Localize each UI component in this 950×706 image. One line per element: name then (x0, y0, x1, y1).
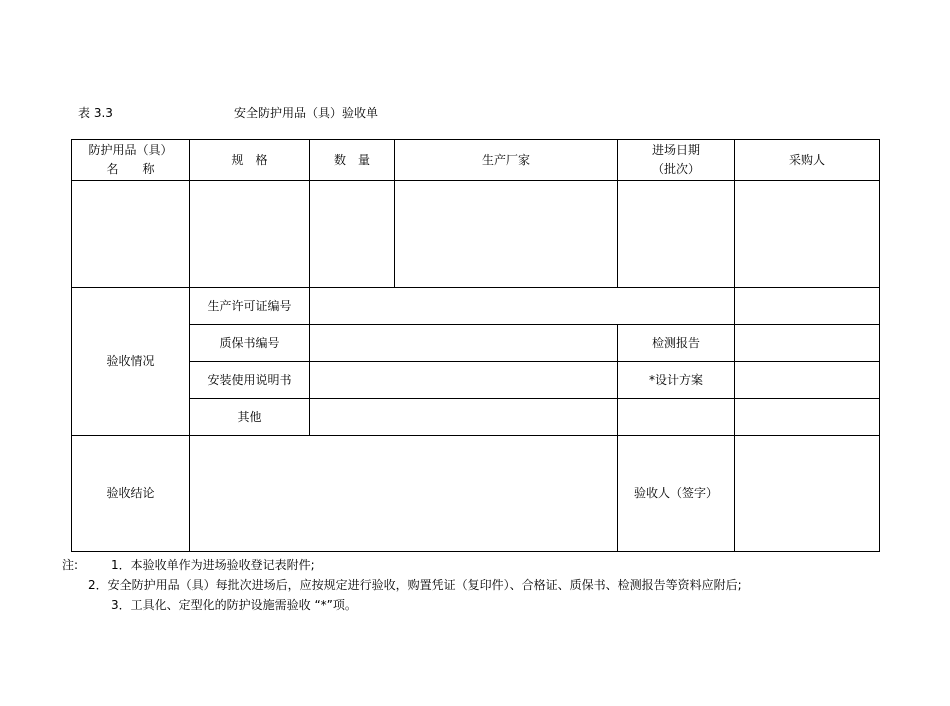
table-number: 表 3.3 (78, 106, 113, 120)
note-item-1: 1．本验收单作为进场验收登记表附件; (111, 558, 315, 572)
label-other: 其他 (190, 399, 310, 436)
label-license-no: 生产许可证编号 (190, 288, 310, 325)
header-product-name-line1: 防护用品（具） (88, 143, 173, 157)
header-entry-date-line2: （批次） (651, 162, 700, 176)
acceptance-form-table (71, 139, 880, 552)
cell-design-plan[interactable] (735, 362, 880, 399)
note-item-3: 3．工具化、定型化的防护设施需验收 “*”项。 (111, 598, 357, 612)
label-warranty-no: 质保书编号 (190, 325, 310, 362)
cell-other-value[interactable] (735, 399, 880, 436)
cell-other[interactable] (310, 399, 618, 436)
header-product-name-line2: 名 称 (106, 162, 155, 176)
header-quantity: 数 量 (310, 140, 395, 181)
label-test-report: 检测报告 (618, 325, 735, 362)
cell-install-manual[interactable] (310, 362, 618, 399)
cell-purchaser[interactable] (735, 181, 880, 288)
note-item-2: 2．安全防护用品（具）每批次进场后，应按规定进行验收，购置凭证（复印件）、合格证、质保书、检测报告等资料应附后; (88, 578, 742, 592)
header-purchaser: 采购人 (735, 140, 880, 181)
label-conclusion: 验收结论 (72, 436, 190, 552)
cell-certificate-no[interactable] (735, 288, 880, 325)
form-title: 安全防护用品（具）验收单 (234, 106, 379, 120)
cell-quantity[interactable] (310, 181, 395, 288)
header-entry-date-line1: 进场日期 (651, 143, 700, 157)
cell-inspector-signature[interactable] (735, 436, 880, 552)
cell-product-name[interactable] (72, 181, 190, 288)
header-spec: 规 格 (190, 140, 310, 181)
cell-test-report[interactable] (735, 325, 880, 362)
cell-entry-date[interactable] (618, 181, 735, 288)
cell-other-extra[interactable] (618, 399, 735, 436)
cell-spec[interactable] (190, 181, 310, 288)
cell-manufacturer[interactable] (395, 181, 618, 288)
label-install-manual: 安装使用说明书 (190, 362, 310, 399)
header-manufacturer: 生产厂家 (395, 140, 618, 181)
label-acceptance-status: 验收情况 (72, 288, 190, 436)
label-design-plan: *设计方案 (618, 362, 735, 399)
header-product-name (72, 140, 190, 181)
notes-prefix: 注: (62, 558, 79, 572)
cell-license-no[interactable] (310, 288, 735, 325)
label-inspector-signature: 验收人（签字） (618, 436, 735, 552)
cell-warranty-no[interactable] (310, 325, 618, 362)
header-entry-date (618, 140, 735, 181)
cell-conclusion[interactable] (190, 436, 618, 552)
